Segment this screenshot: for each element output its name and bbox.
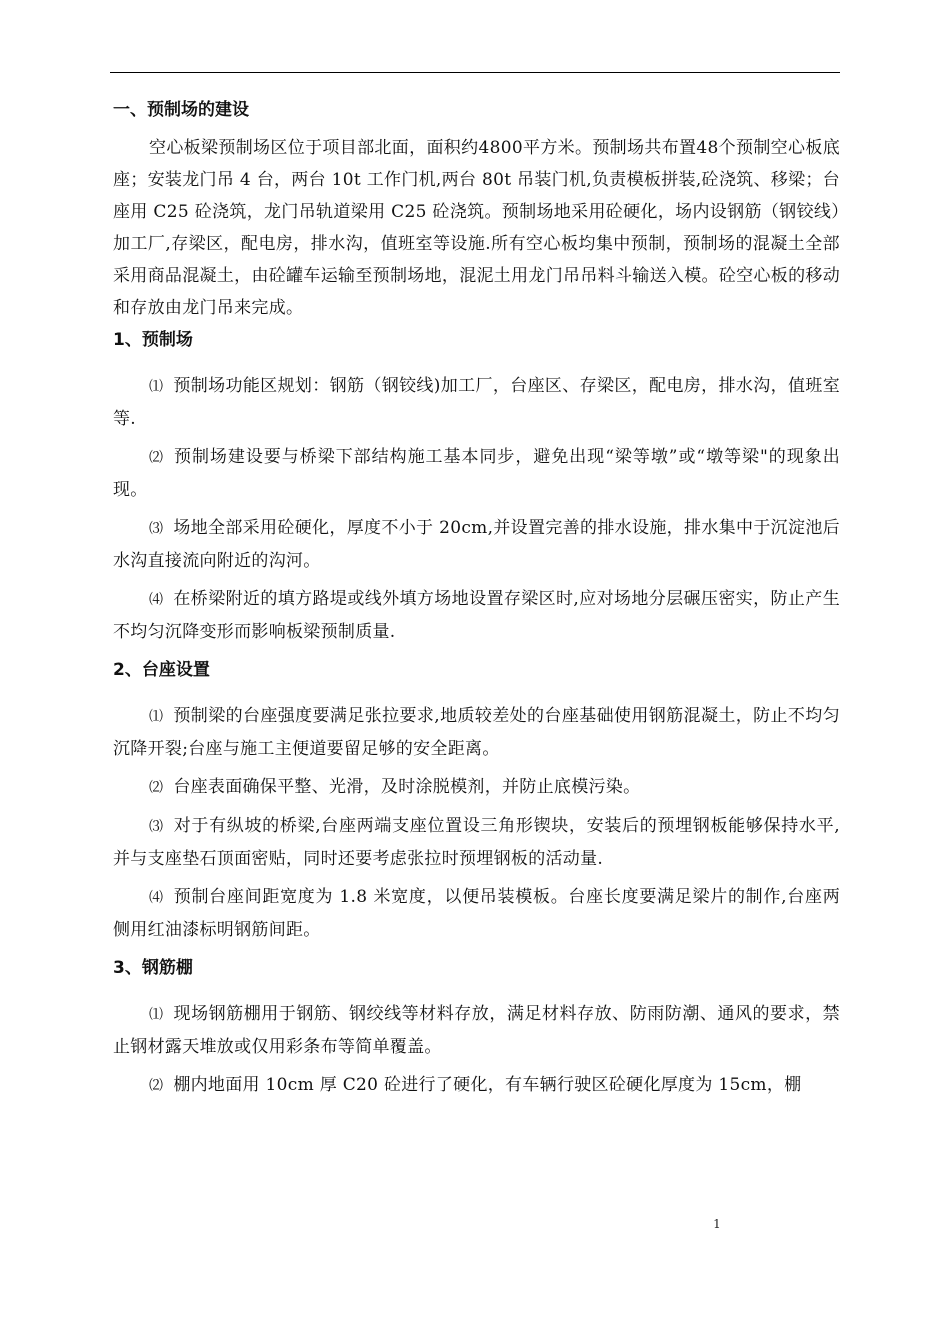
item-text: 台座表面确保平整、光滑，及时涂脱模剂，并防止底模污染。 <box>173 777 641 797</box>
item-text: 预制梁的台座强度要满足张拉要求,地质较差处的台座基础使用钢筋混凝土，防止不均匀沉降开裂;台座与施工主便道要留足够的安全距离。 <box>113 706 840 759</box>
item-number: ⑶ <box>149 521 164 537</box>
subsection-title: 1、预制场 <box>113 330 193 350</box>
subsection-pedestal-setup <box>113 654 840 946</box>
subsection-title: 2、台座设置 <box>113 660 210 680</box>
item-number: ⑵ <box>149 1078 164 1094</box>
item-number: ⑶ <box>149 819 164 835</box>
item-number: ⑷ <box>149 592 164 608</box>
list-item <box>113 810 840 875</box>
item-text: 棚内地面用 10cm 厚 C20 砼进行了硬化，有车辆行驶区砼硬化厚度为 15cm，棚 <box>173 1075 802 1095</box>
subsection-prefab-yard <box>113 324 840 648</box>
item-text: 预制场功能区规划：钢筋（钢铰线)加工厂，台座区、存梁区，配电房，排水沟，值班室等. <box>113 376 840 429</box>
item-text: 场地全部采用砼硬化，厚度不小于 20cm,并设置完善的排水设施，排水集中于沉淀池后水沟直接流向附近的沟河。 <box>113 518 840 571</box>
item-number: ⑵ <box>149 780 164 796</box>
intro-paragraph: 空心板梁预制场区位于项目部北面，面积约4800平方米。预制场共布置48个预制空心板底座；安装龙门吊 4 台，两台 10t 工作门机,两台 80t 吊装门机,负责模板拼装,砼浇筑、移梁；台座用 C25 砼浇筑，龙门吊轨道梁用 C25 砼浇筑。预制场地采用砼硬化，场内设钢筋（钢铰线）加工厂,存梁区，配电房，排水沟，值班室等设施.所有空心板均集中预制，预制场的混凝土全部采用商品混凝土，由砼罐车运输至预制场地，混泥土用龙门吊吊料斗输送入模。砼空心板的移动和存放由龙门吊来完成。 <box>113 138 840 318</box>
item-text: 现场钢筋棚用于钢筋、钢绞线等材料存放，满足材料存放、防雨防潮、通风的要求，禁止钢材露天堆放或仅用彩条布等简单覆盖。 <box>113 1004 840 1057</box>
document-body <box>113 94 840 1102</box>
list-item <box>113 881 840 946</box>
subsection-rebar-shed <box>113 952 840 1102</box>
list-item <box>113 771 840 804</box>
item-text: 预制场建设要与桥梁下部结构施工基本同步，避免出现“梁等墩”或“墩等梁"的现象出现。 <box>113 447 840 500</box>
item-number: ⑴ <box>149 1007 164 1023</box>
list-item <box>113 998 840 1063</box>
list-item <box>113 370 840 435</box>
list-item <box>113 441 840 506</box>
subsection-title: 3、钢筋棚 <box>113 958 193 978</box>
item-text: 对于有纵坡的桥梁,台座两端支座位置设三角形锲块，安装后的预埋钢板能够保持水平,并与支座垫石顶面密贴，同时还要考虑张拉时预埋钢板的活动量. <box>113 816 840 869</box>
item-text: 在桥梁附近的填方路堤或线外填方场地设置存梁区时,应对场地分层碾压密实，防止产生不均匀沉降变形而影响板梁预制质量. <box>113 589 840 642</box>
item-text: 预制台座间距宽度为 1.8 米宽度，以便吊装模板。台座长度要满足梁片的制作,台座两侧用红油漆标明钢筋间距。 <box>113 887 840 940</box>
item-number: ⑷ <box>149 890 164 906</box>
page-number: 1 <box>713 1217 721 1231</box>
header-rule <box>110 72 840 73</box>
list-item <box>113 1069 840 1102</box>
item-number: ⑵ <box>149 450 164 466</box>
item-number: ⑴ <box>149 379 164 395</box>
list-item <box>113 583 840 648</box>
item-number: ⑴ <box>149 709 164 725</box>
section-title: 一、预制场的建设 <box>113 100 249 120</box>
list-item <box>113 700 840 765</box>
list-item <box>113 512 840 577</box>
